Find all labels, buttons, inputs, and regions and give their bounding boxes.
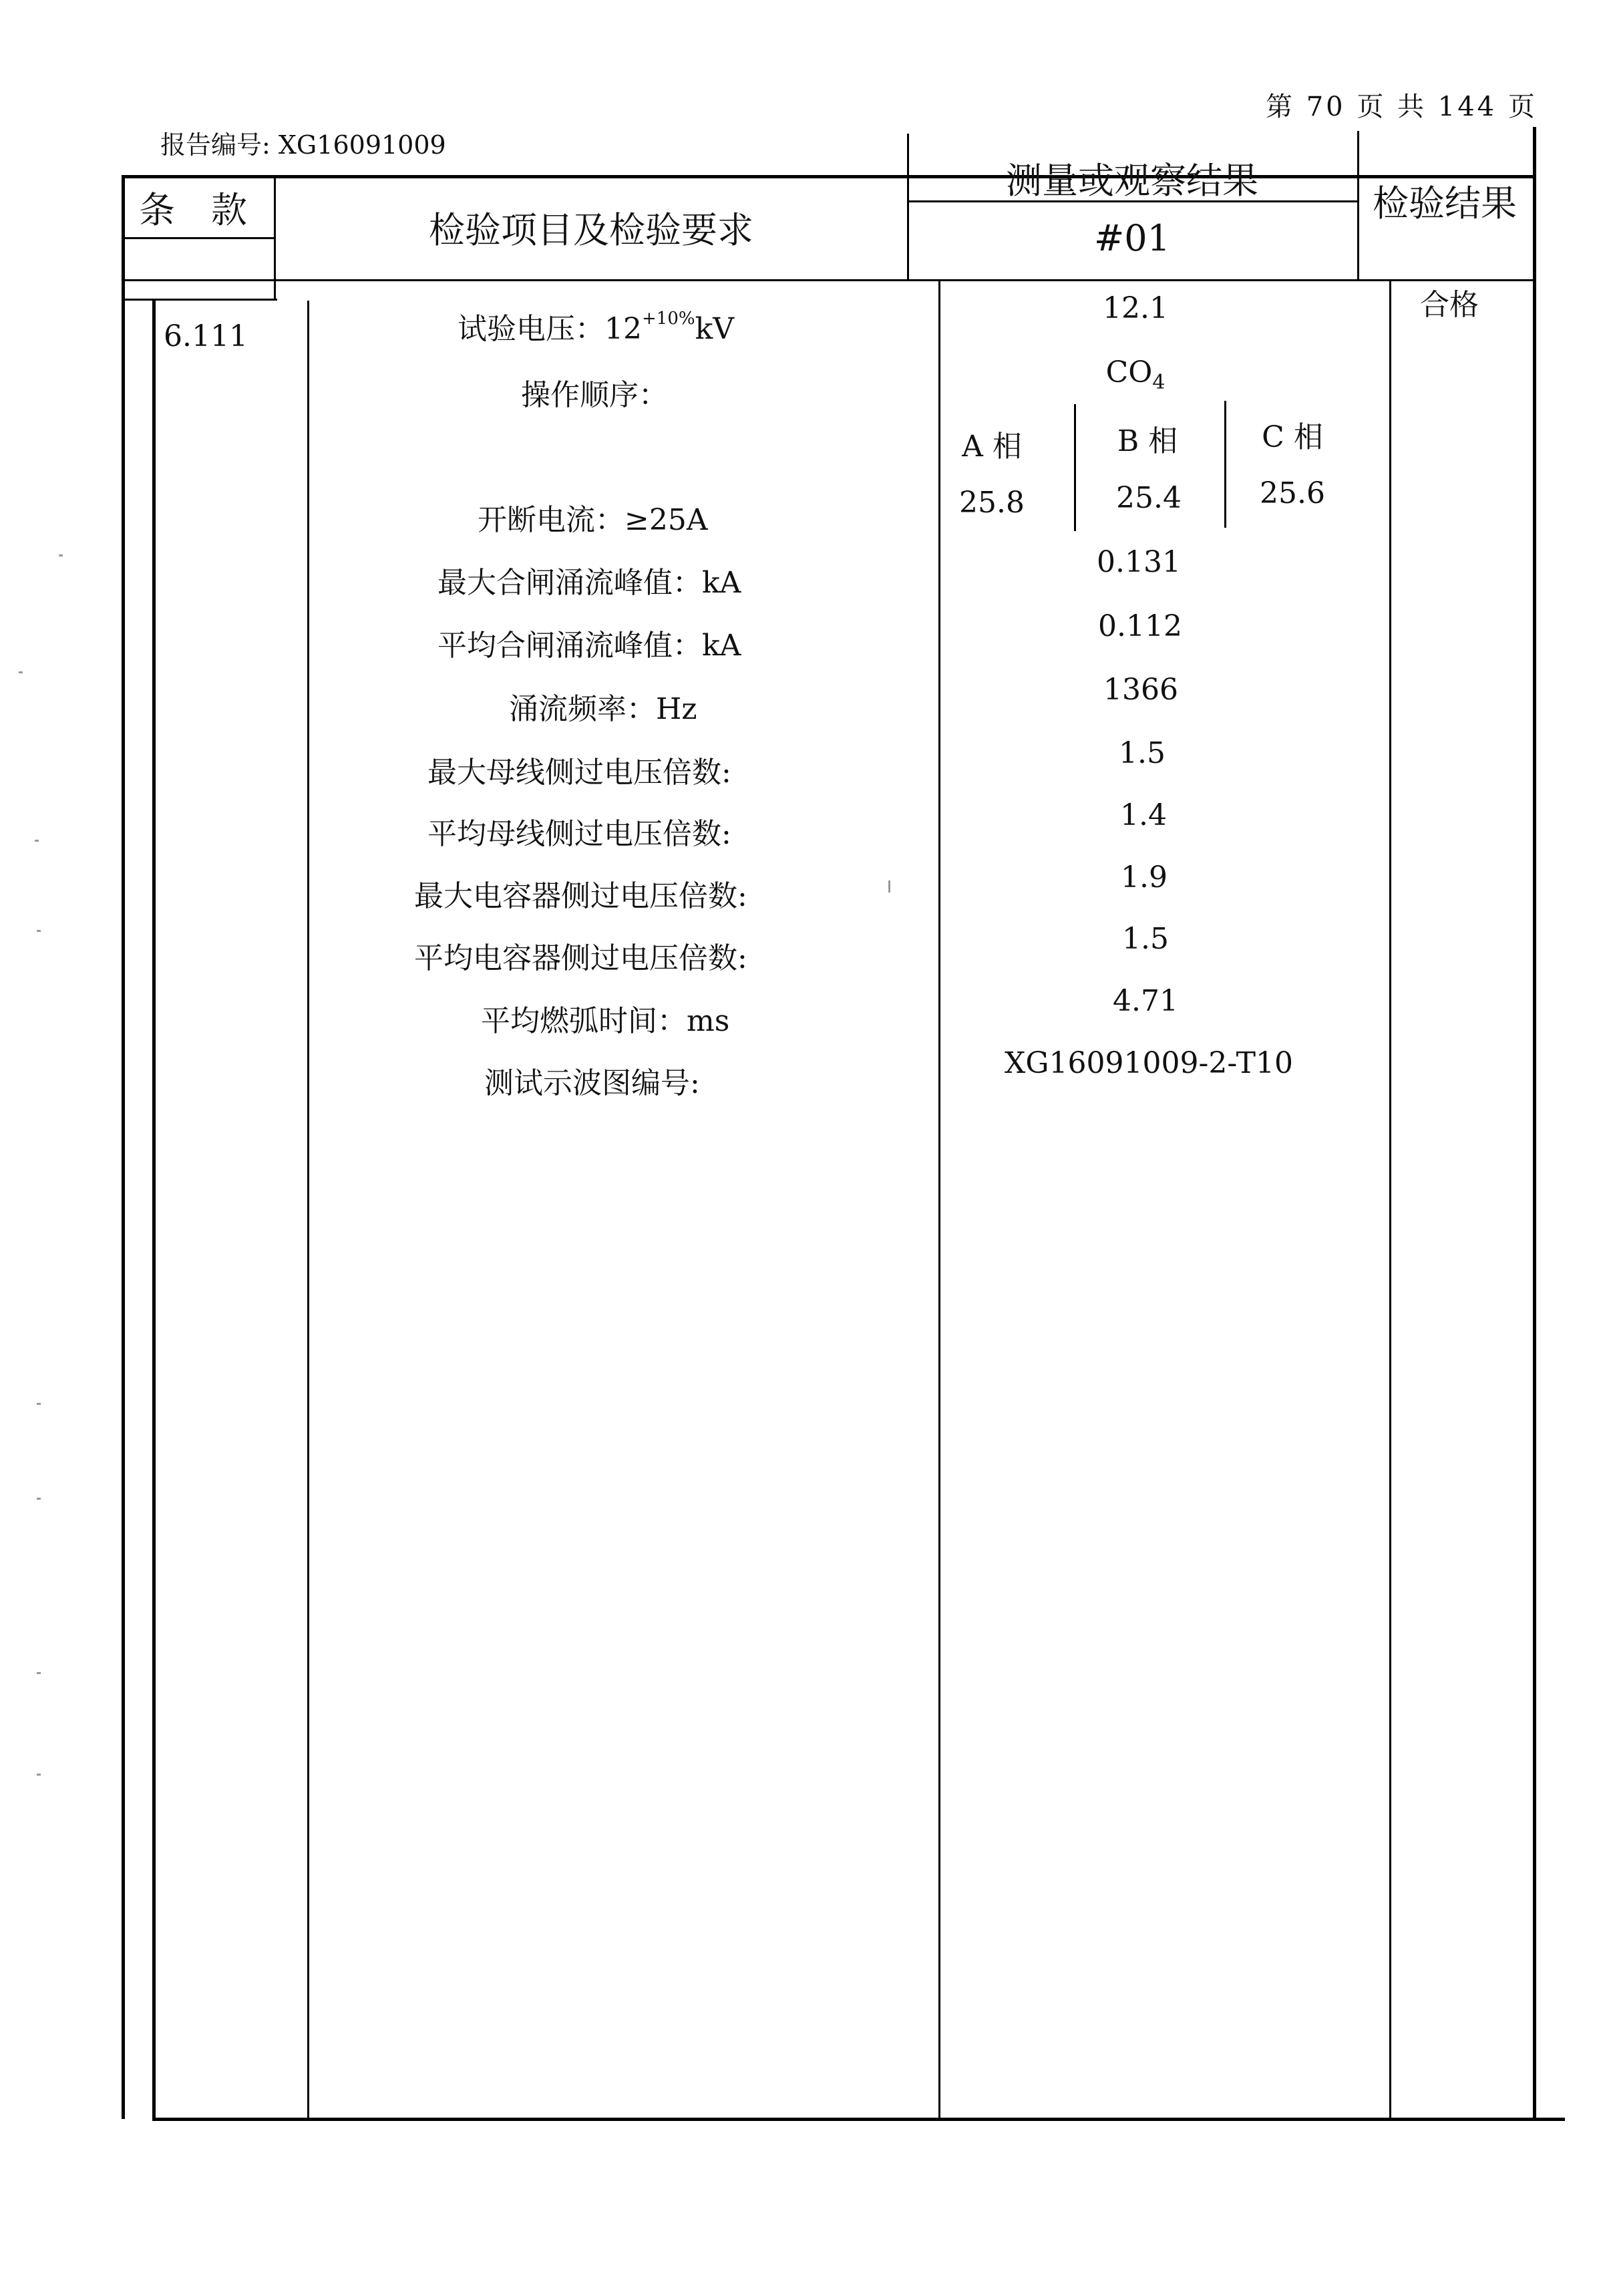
item-label: 最大电容器侧过电压倍数:	[414, 879, 747, 913]
sequence-value: $CO_4$	[1105, 355, 1166, 394]
scan-speck	[37, 1672, 41, 1674]
item-value: 0.131	[1097, 545, 1181, 579]
item-value: 1.5	[1122, 922, 1169, 956]
scan-speck	[35, 840, 39, 842]
item-label: 最大合闸涌流峰值：kA	[437, 566, 741, 600]
table-bottom-border	[152, 2118, 1565, 2121]
item-value: 1.9	[1121, 860, 1168, 894]
voltage-unit: kV	[695, 312, 735, 346]
phase-a-label: A 相	[962, 430, 1022, 464]
item-value: XG16091009-2-T10	[1005, 1046, 1293, 1080]
header-subdivider	[124, 237, 275, 239]
table-left-border-lower	[152, 301, 156, 2119]
breaking-current-label: 开断电流：≥25A	[478, 503, 708, 537]
phase-b-value: 25.4	[1116, 481, 1182, 515]
header-sample: #01	[1094, 217, 1170, 259]
item-value: 4.71	[1113, 984, 1178, 1018]
item-label: 测试示波图编号:	[484, 1066, 700, 1100]
body-top-rule	[124, 299, 277, 301]
phase-c-label: C 相	[1262, 420, 1323, 454]
item-label: 平均母线侧过电压倍数:	[427, 817, 731, 851]
scan-speck	[19, 671, 23, 673]
phase-b-label: B 相	[1117, 424, 1178, 458]
header-clause: 条 款	[139, 189, 247, 231]
item-value: 1.4	[1120, 798, 1167, 832]
table-left-border	[122, 175, 125, 2119]
col-divider-3	[1357, 131, 1359, 281]
scan-speck	[37, 1774, 41, 1776]
sequence-subscript: 4	[1152, 371, 1166, 394]
voltage-label: 试验电压：$12^{+10\%}kV$	[458, 309, 735, 346]
scan-speck	[59, 554, 63, 556]
scan-speck	[888, 880, 890, 892]
phase-a-value: 25.8	[959, 486, 1025, 520]
header-measured: 测量或观察结果	[1006, 160, 1258, 202]
item-value: 1366	[1103, 673, 1178, 707]
scan-speck	[37, 1498, 41, 1500]
header-bottom-rule	[124, 279, 1533, 281]
scan-speck	[37, 930, 41, 932]
col-divider-3-lower	[1389, 281, 1391, 2119]
voltage-tolerance: +10%	[642, 309, 695, 329]
report-number: 报告编号: XG16091009	[160, 130, 446, 160]
sequence-label: 操作顺序：	[521, 378, 668, 412]
item-value: 1.5	[1119, 736, 1166, 770]
phase-c-value: 25.6	[1260, 476, 1325, 510]
phase-divider-bc	[1224, 401, 1226, 528]
clause-number: 6.111	[164, 319, 248, 353]
item-value: 0.112	[1098, 609, 1182, 643]
col-divider-1-lower	[307, 301, 309, 2119]
item-label: 平均燃弧时间：ms	[481, 1004, 730, 1038]
voltage-value: 12.1	[1103, 291, 1168, 325]
table-top-border	[124, 175, 1533, 178]
item-label: 涌流频率：Hz	[509, 692, 697, 726]
item-label: 最大母线侧过电压倍数:	[427, 756, 731, 790]
col-divider-2-lower	[938, 281, 940, 2119]
page-counter: 第 70 页 共 144 页	[1266, 92, 1538, 122]
phase-divider-ab	[1074, 404, 1076, 531]
header-item: 检验项目及检验要求	[429, 209, 753, 251]
scan-speck	[37, 1403, 41, 1405]
col-divider-2	[907, 134, 909, 281]
result-verdict: 合格	[1420, 288, 1479, 322]
item-label: 平均合闸涌流峰值：kA	[437, 629, 741, 663]
header-result: 检验结果	[1373, 182, 1517, 224]
table-right-border	[1533, 127, 1536, 2119]
item-label: 平均电容器侧过电压倍数:	[414, 941, 747, 975]
